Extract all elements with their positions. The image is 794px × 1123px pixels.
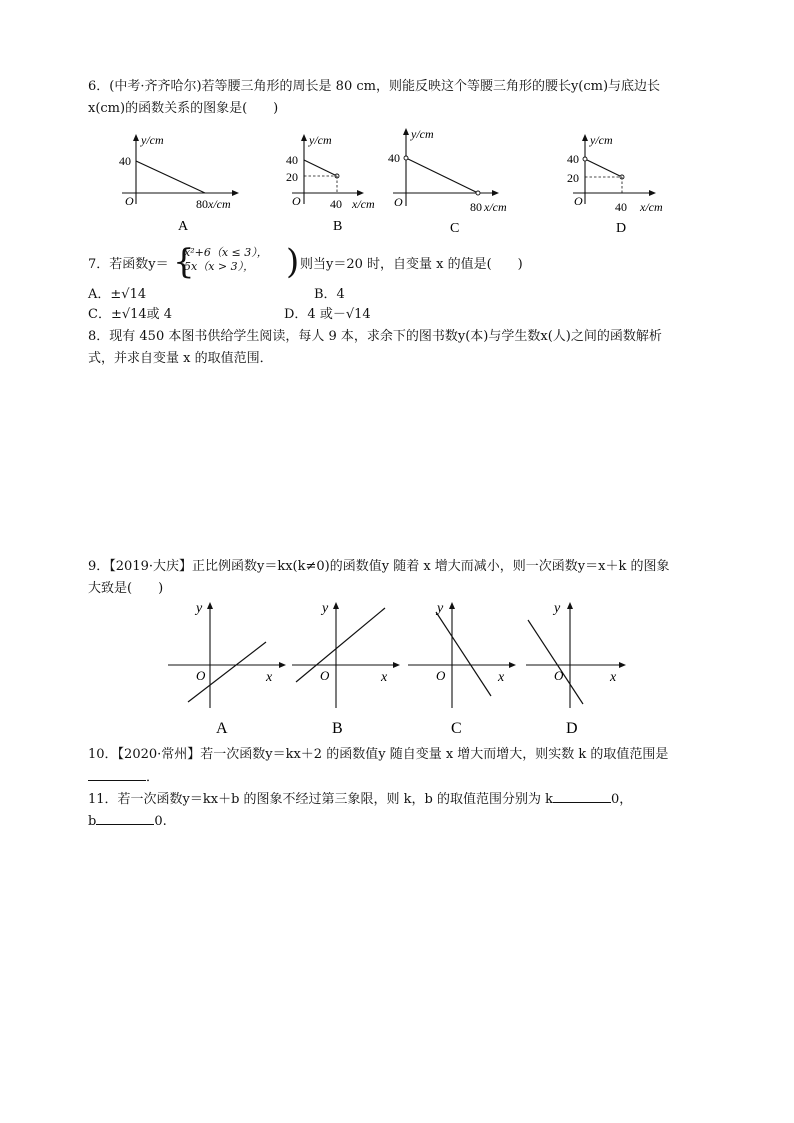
q9-d-letter: D bbox=[566, 720, 578, 736]
q9-a-letter: A bbox=[216, 720, 228, 736]
q6-d-xtick: 40 bbox=[615, 200, 627, 214]
q7-case1: x²+6（x ≤ 3）， bbox=[184, 246, 268, 259]
q6-graph-a bbox=[119, 133, 239, 234]
q9-a-ylabel: y bbox=[196, 601, 203, 616]
q8-line2: 式，并求自变量 x 的取值范围． bbox=[88, 351, 273, 366]
q7-case2: 5x（x > 3）， bbox=[184, 260, 255, 273]
q6-a-xtick: 80 bbox=[196, 197, 208, 211]
q9-line1: 9．【2019·大庆】正比例函数y＝kx(k≠0)的函数值y 随着 x 增大而减小，则一次函数y＝x＋k 的图象 bbox=[88, 559, 670, 574]
q6-d-letter: D bbox=[616, 221, 627, 236]
q6-graph-c bbox=[388, 127, 507, 236]
q9-b-line bbox=[296, 608, 385, 682]
q6-b-origin: O bbox=[292, 194, 301, 208]
q9-b-origin: O bbox=[320, 668, 330, 683]
q10-line2 bbox=[88, 766, 159, 788]
q6-c-letter: C bbox=[450, 221, 460, 236]
q9-c-ylabel: y bbox=[437, 601, 444, 616]
q6-d-line bbox=[585, 159, 622, 177]
q6-c-origin: O bbox=[394, 195, 403, 209]
q7-suffix: 则当y＝20 时，自变量 x 的值是( ) bbox=[300, 257, 523, 272]
q9-b-letter: B bbox=[332, 720, 343, 736]
q9-c-xlabel: x bbox=[498, 670, 505, 685]
q7-option-b: B．4 bbox=[314, 287, 345, 302]
q9-c-letter: C bbox=[451, 720, 462, 736]
q11-line2 bbox=[88, 810, 167, 832]
q6-b-line bbox=[304, 160, 337, 176]
q10-line1: 10．【2020·常州】若一次函数y＝kx＋2 的函数值y 随自变量 x 增大而增大，则实数 k 的取值范围是 bbox=[88, 747, 669, 762]
q9-graph-c bbox=[408, 601, 516, 736]
q6-b-letter: B bbox=[333, 219, 343, 234]
q6-a-letter: A bbox=[178, 219, 189, 234]
q11-b-label: b bbox=[88, 814, 97, 829]
q11-k-blank[interactable] bbox=[553, 788, 611, 803]
q6-d-ytick1: 40 bbox=[567, 152, 579, 166]
q9-c-line bbox=[436, 612, 491, 696]
q7-option-a: A．±√14 bbox=[88, 287, 147, 302]
q7-option-d: D．4 或－√14 bbox=[284, 307, 371, 322]
q11-line1 bbox=[88, 788, 632, 810]
q9-c-origin: O bbox=[436, 668, 446, 683]
q9-d-xlabel: x bbox=[610, 670, 617, 685]
q7-prefix: 7．若函数y＝ bbox=[88, 257, 169, 272]
q8-line1: 8．现有 450 本图书供给学生阅读，每人 9 本，求余下的图书数y(本)与学生数x(人)之间的函数解析 bbox=[88, 329, 662, 344]
q6-b-xlabel: x/cm bbox=[352, 197, 375, 211]
q7-right-brace: ) bbox=[286, 242, 300, 282]
q9-graph-d bbox=[526, 601, 626, 736]
q6-d-ylabel: y/cm bbox=[590, 133, 613, 147]
q6-b-ytick2: 20 bbox=[286, 170, 298, 184]
q6-a-line bbox=[136, 161, 205, 193]
q6-graphs bbox=[0, 124, 794, 244]
q11-zero2: 0. bbox=[154, 814, 167, 829]
q6-d-xlabel: x/cm bbox=[640, 200, 663, 214]
q7-left-brace: { bbox=[173, 242, 195, 282]
q9-graphs bbox=[0, 596, 794, 736]
q9-a-xlabel: x bbox=[266, 670, 273, 685]
q11-b-blank[interactable] bbox=[96, 810, 154, 825]
q6-a-origin: O bbox=[125, 194, 134, 208]
q6-a-ytick: 40 bbox=[119, 154, 131, 168]
q9-d-line bbox=[528, 620, 583, 704]
q6-a-xlabel: x/cm bbox=[208, 197, 231, 211]
q6-b-ytick1: 40 bbox=[286, 153, 298, 167]
q11-text: 11．若一次函数y＝kx＋b 的图象不经过第三象限，则 k，b 的取值范围分别为 k bbox=[88, 792, 554, 807]
q6-c-line bbox=[406, 158, 478, 193]
q6-c-ytick: 40 bbox=[388, 151, 400, 165]
q9-b-xlabel: x bbox=[381, 670, 388, 685]
q9-a-origin: O bbox=[196, 668, 206, 683]
q6-a-ylabel: y/cm bbox=[141, 133, 164, 147]
q6-d-ytick2: 20 bbox=[567, 171, 579, 185]
q10-answer-blank[interactable] bbox=[88, 766, 146, 781]
q7-option-c: C．±√14或 4 bbox=[88, 307, 173, 322]
q6-d-origin: O bbox=[574, 194, 583, 208]
q6-c-ylabel: y/cm bbox=[411, 127, 434, 141]
q9-d-origin: O bbox=[554, 668, 564, 683]
q9-graph-a bbox=[168, 601, 286, 736]
q6-b-ylabel: y/cm bbox=[309, 133, 332, 147]
q9-line2: 大致是( ) bbox=[88, 581, 164, 596]
q6-c-xtick: 80 bbox=[470, 200, 482, 214]
q9-b-ylabel: y bbox=[322, 601, 329, 616]
q6-graph-b bbox=[286, 133, 375, 234]
q6-line1: 6．(中考·齐齐哈尔)若等腰三角形的周长是 80 cm，则能反映这个等腰三角形的腰长y(cm)与底边长 bbox=[88, 79, 661, 94]
q9-graph-b bbox=[292, 601, 400, 736]
q6-graph-d bbox=[567, 133, 663, 236]
q9-d-ylabel: y bbox=[554, 601, 561, 616]
q11-zero1: 0， bbox=[611, 792, 633, 807]
q6-c-xlabel: x/cm bbox=[484, 200, 507, 214]
q6-b-xtick: 40 bbox=[330, 197, 342, 211]
q6-line2: x(cm)的函数关系的图象是( ) bbox=[88, 101, 279, 116]
q10-end: ． bbox=[146, 770, 160, 785]
